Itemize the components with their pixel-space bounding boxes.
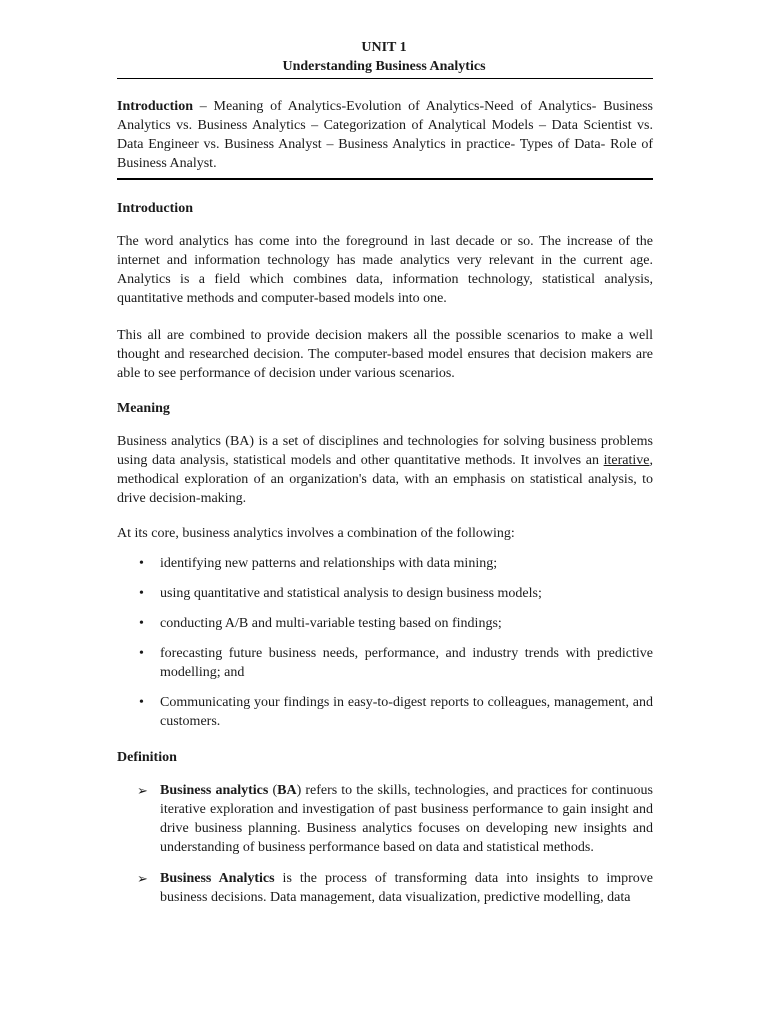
bullet-icon: • <box>139 616 144 631</box>
list-item-text: identifying new patterns and relationships with data mining; <box>160 556 498 571</box>
meaning-paragraph-1 <box>117 432 653 508</box>
list-item-text: using quantitative and statistical analysis to design business models; <box>160 586 542 601</box>
unit-overview <box>117 97 653 173</box>
arrow-bullet-icon: ➢ <box>137 783 148 798</box>
meaning-text-after: , methodical exploration of an organization's data, with an emphasis on statistical analysis, to drive decision-making. <box>117 453 653 506</box>
definition-list <box>117 781 653 919</box>
bullet-icon: • <box>139 556 144 571</box>
definition-text: ) refers to the skills, technologies, and practices for continuous iterative exploration and investigation of past business performance to gain insight and drive business planning. Business analytics focuses on developing new insights and understanding of business performance based on data and statistical methods. <box>160 783 653 855</box>
overview-lead: Introduction <box>117 99 193 114</box>
ba-components-list <box>117 554 653 742</box>
definition-item <box>117 869 653 907</box>
meaning-paragraph-2: At its core, business analytics involves a combination of the following: <box>117 526 515 541</box>
list-item <box>117 584 653 603</box>
list-item <box>117 614 653 633</box>
unit-title: Understanding Business Analytics <box>282 59 486 74</box>
list-item-text: Communicating your findings in easy-to-digest reports to colleagues, management, and customers. <box>160 695 653 729</box>
list-item-text: conducting A/B and multi-variable testing based on findings; <box>160 616 502 631</box>
top-divider <box>117 78 653 79</box>
bullet-icon: • <box>139 646 144 661</box>
definition-abbrev: BA <box>277 783 297 798</box>
definition-term: Business analytics <box>160 783 269 798</box>
list-item <box>117 693 653 731</box>
bullet-icon: • <box>139 695 144 710</box>
iterative-term: iterative <box>603 453 650 468</box>
introduction-heading: Introduction <box>117 201 193 216</box>
meaning-heading: Meaning <box>117 401 170 416</box>
list-item <box>117 554 653 573</box>
overview-divider <box>117 178 653 180</box>
introduction-paragraph-2: This all are combined to provide decision makers all the possible scenarios to make a well thought and researched decision. The computer-based model ensures that decision makers are able to see performance of decision under various scenarios. <box>117 328 653 381</box>
introduction-paragraph-1: The word analytics has come into the foreground in last decade or so. The increase of the internet and information technology has made analytics very relevant in the current age. Analytics is a field which combines data, information technology, statistical analysis, quantitative methods and computer-based models into one. <box>117 234 653 306</box>
overview-text: – Meaning of Analytics-Evolution of Analytics-Need of Analytics- Business Analytics vs. Business Analytics – Categorization of Analytical Models – Data Scientist vs. Data Engineer vs. Business Analyst – Business Analytics in practice- Types of Data- Role of Business Analyst. <box>117 99 653 171</box>
bullet-icon: • <box>139 586 144 601</box>
unit-number: UNIT 1 <box>361 40 407 55</box>
unit-header <box>0 38 768 76</box>
list-item-text: forecasting future business needs, performance, and industry trends with predictive modelling; and <box>160 646 653 680</box>
definition-item <box>117 781 653 857</box>
meaning-text-before: Business analytics (BA) is a set of disciplines and technologies for solving business problems using data analysis, statistical models and other quantitative methods. It involves an <box>117 434 653 468</box>
definition-term: Business Analytics <box>160 871 275 886</box>
definition-text: ( <box>268 783 278 798</box>
arrow-bullet-icon: ➢ <box>137 871 148 886</box>
list-item <box>117 644 653 682</box>
definition-text: is the process of transforming data into insights to improve business decisions. Data management, data visualization, predictive modelling, data <box>160 871 653 905</box>
definition-heading: Definition <box>117 750 177 765</box>
